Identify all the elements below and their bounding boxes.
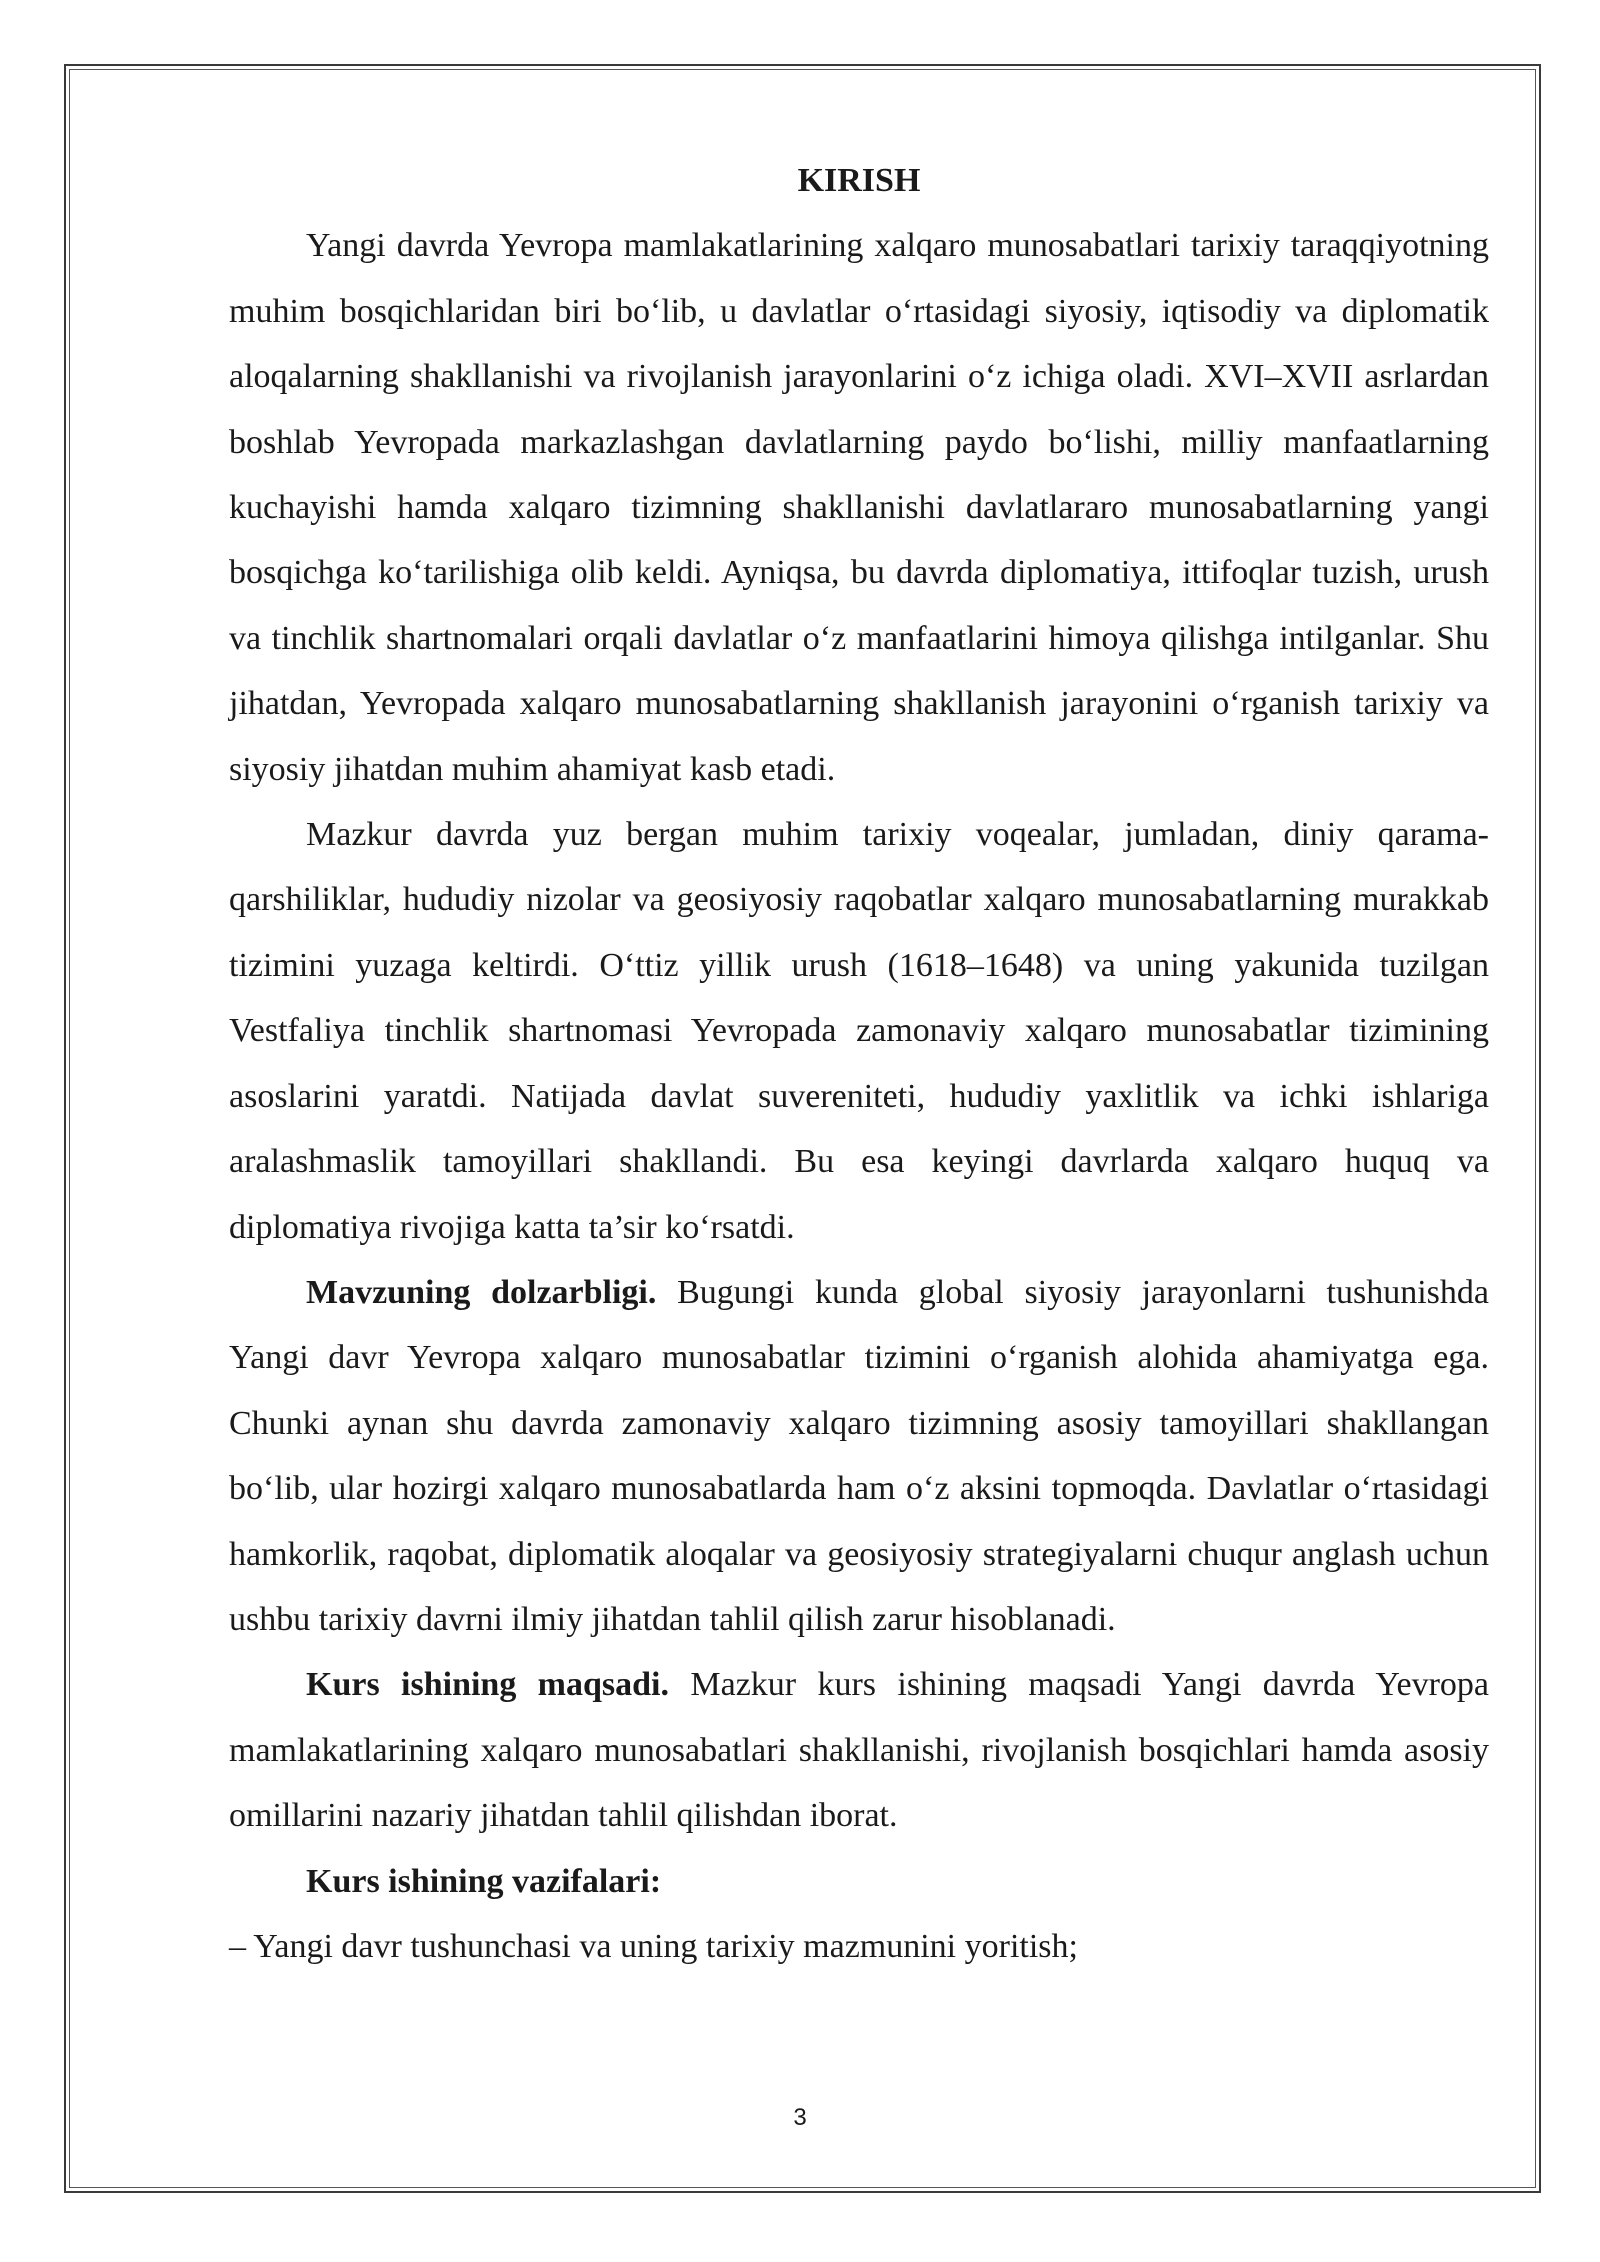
paragraph-text: Yangi davrda Yevropa mamlakatlarining xalqaro munosabatlari tarixiy taraqqiyotning muhim bosqichlaridan biri bo‘lib, u davlatlar o‘rtasidagi siyosiy, iqtisodiy va diplomatik aloqalarning shakllanishi va rivojlanish jarayonlarini o‘z ichiga oladi. XVI–XVII asrlardan boshlab Yevropada markazlashgan davlatlarning paydo bo‘lishi, milliy manfaatlarning kuchayishi hamda xalqaro tizimning shakllanishi davlatlararo munosabatlarning yangi bosqichga ko‘tarilishiga olib keldi. Ayniqsa, bu davrda diplomatiya, ittifoqlar tuzish, urush va tinchlik shartnomalari orqali davlatlar o‘z manfaatlarini himoya qilishga intilganlar. Shu jihatdan, Yevropada xalqaro munosabatlarning shakllanish jarayonini o‘rganish tarixiy va siyosiy jihatdan muhim ahamiyat kasb etadi. [229,227,1489,788]
paragraph-relevance [229,1260,1489,1652]
paragraph-tasks-heading [229,1849,1489,1914]
paragraph-goal [229,1652,1489,1848]
paragraph-history [229,802,1489,1260]
paragraph-text: Mazkur kurs ishining maqsadi Yangi davrda Yevropa mamlakatlarining xalqaro munosabatlari shakllanishi, rivojlanish bosqichlari hamda asosiy omillarini nazariy jihatdan tahlil qilishdan iborat. [229,1666,1489,1835]
paragraph-text: Mazkur davrda yuz bergan muhim tarixiy voqealar, jumladan, diniy qarama-qarshiliklar, hududiy nizolar va geosiyosiy raqobatlar xalqaro munosabatlarning murakkab tizimini yuzaga keltirdi. O‘ttiz yillik urush (1618–1648) va uning yakunida tuzilgan Vestfaliya tinchlik shartnomasi Yevropada zamonaviy xalqaro munosabatlar tizimining asoslarini yaratdi. Natijada davlat suvereniteti, hududiy yaxlitlik va ichki ishlariga aralashmaslik tamoyillari shakllandi. Bu esa keyingi davrlarda xalqaro huquq va diplomatiya rivojiga katta ta’sir ko‘rsatdi. [229,816,1489,1246]
document-body [229,148,1489,1979]
list-item [229,1914,1489,1979]
paragraph-text: Bugungi kunda global siyosiy jarayonlarni tushunishda Yangi davr Yevropa xalqaro munosabatlar tizimini o‘rganish alohida ahamiyatga ega. Chunki aynan shu davrda zamonaviy xalqaro tizimning asosiy tamoyillari shakllangan bo‘lib, ular hozirgi xalqaro munosabatlarda ham o‘z aksini topmoqda. Davlatlar o‘rtasidagi hamkorlik, raqobat, diplomatik aloqalar va geosiyosiy strategiyalarni chuqur anglash uchun ushbu tarixiy davrni ilmiy jihatdan tahlil qilish zarur hisoblanadi. [229,1273,1489,1638]
paragraph-lead-heading: Mavzuning dolzarbligi. [306,1273,657,1311]
section-title: KIRISH [797,162,921,199]
paragraph-intro [229,213,1489,802]
page-number: 3 [793,2104,807,2131]
paragraph-lead-heading: Kurs ishining vazifalari: [306,1862,662,1900]
list-item-text: – Yangi davr tushunchasi va uning tarixiy mazmunini yoritish; [229,1927,1078,1965]
paragraph-lead-heading: Kurs ishining maqsadi. [306,1666,670,1704]
